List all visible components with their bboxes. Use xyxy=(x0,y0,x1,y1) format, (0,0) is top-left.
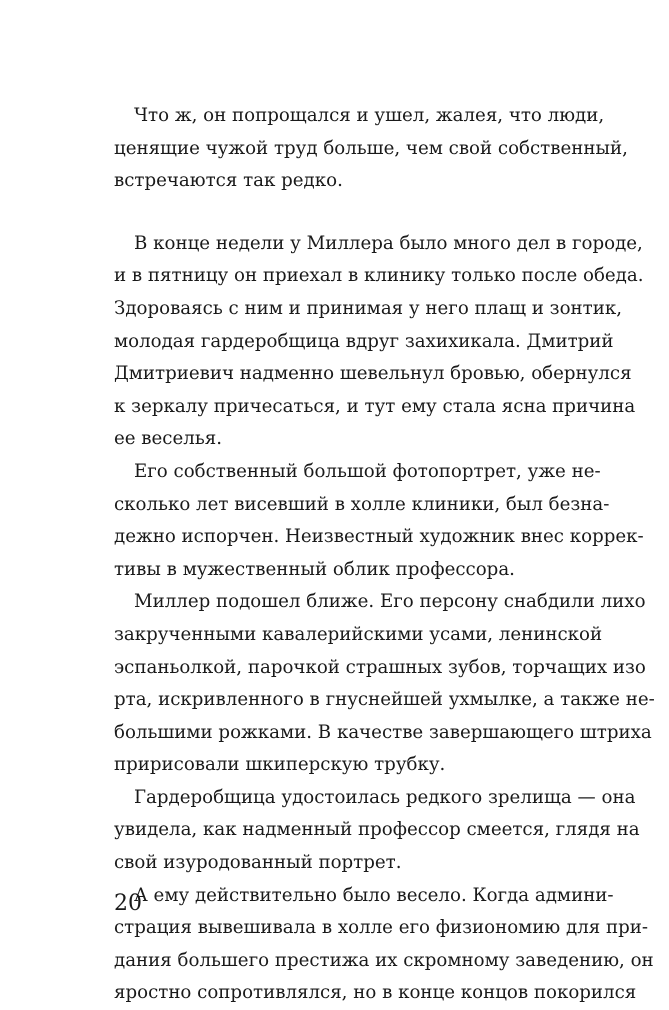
text-line: увидела, как надменный профессор смеется, глядя на xyxy=(114,819,640,841)
text-line: дежно испорчен. Неизвестный художник внес коррек- xyxy=(114,526,644,548)
paragraph-5 xyxy=(114,782,640,880)
text-line: пририсовали шкиперскую трубку. xyxy=(114,754,446,776)
text-line: свой изуродованный портрет. xyxy=(114,852,402,874)
text-line: сколько лет висевший в холле клиники, был безна- xyxy=(114,493,610,515)
text-line: А ему действительно было весело. Когда админи- xyxy=(134,884,614,906)
text-line: Гардеробщица удостоилась редкого зрелища — она xyxy=(134,786,636,808)
text-line: рта, искривленного в гнуснейшей ухмылке, а также не- xyxy=(114,689,655,711)
text-line: тивы в мужественный облик профессора. xyxy=(114,558,515,580)
body-text xyxy=(114,100,655,1010)
section-break xyxy=(114,198,598,228)
text-line: закрученными кавалерийскими усами, ленинской xyxy=(114,623,603,645)
text-line: к зеркалу причесаться, и тут ему стала ясна причина xyxy=(114,395,636,417)
text-line: и в пятницу он приехал в клинику только после обеда. xyxy=(114,265,644,287)
text-line: страция вывешивала в холле его физиономию для при- xyxy=(114,917,649,939)
paragraph-2 xyxy=(114,228,644,456)
paragraph-1 xyxy=(114,100,628,198)
text-line: дания большего престижа их скромному заведению, он xyxy=(114,949,654,971)
text-line: Его собственный большой фотопортрет, уже не- xyxy=(134,460,601,482)
text-line: ценящие чужой труд больше, чем свой собственный, xyxy=(114,137,628,159)
paragraph-3 xyxy=(114,456,644,586)
text-line: большими рожками. В качестве завершающего штриха xyxy=(114,721,652,743)
text-line: В конце недели у Миллера было много дел в городе, xyxy=(134,232,643,254)
text-line: яростно сопротивлялся, но в конце концов покорился xyxy=(114,982,637,1004)
text-line: Здороваясь с ним и принимая у него плащ и зонтик, xyxy=(114,297,622,319)
text-line: Миллер подошел ближе. Его персону снабдили лихо xyxy=(134,591,646,613)
text-line: ее веселья. xyxy=(114,428,222,450)
text-line: молодая гардеробщица вдруг захихикала. Дмитрий xyxy=(114,330,614,352)
page-number: 20 xyxy=(114,891,142,916)
text-line: Что ж, он попрощался и ушел, жалея, что люди, xyxy=(134,105,605,126)
text-line: встречаются так редко. xyxy=(114,170,343,192)
paragraph-4 xyxy=(114,586,655,782)
text-line: Дмитриевич надменно шевельнул бровью, обернулся xyxy=(114,363,632,385)
text-line: эспаньолкой, парочкой страшных зубов, торчащих изо xyxy=(114,656,646,678)
paragraph-6 xyxy=(114,880,654,1010)
